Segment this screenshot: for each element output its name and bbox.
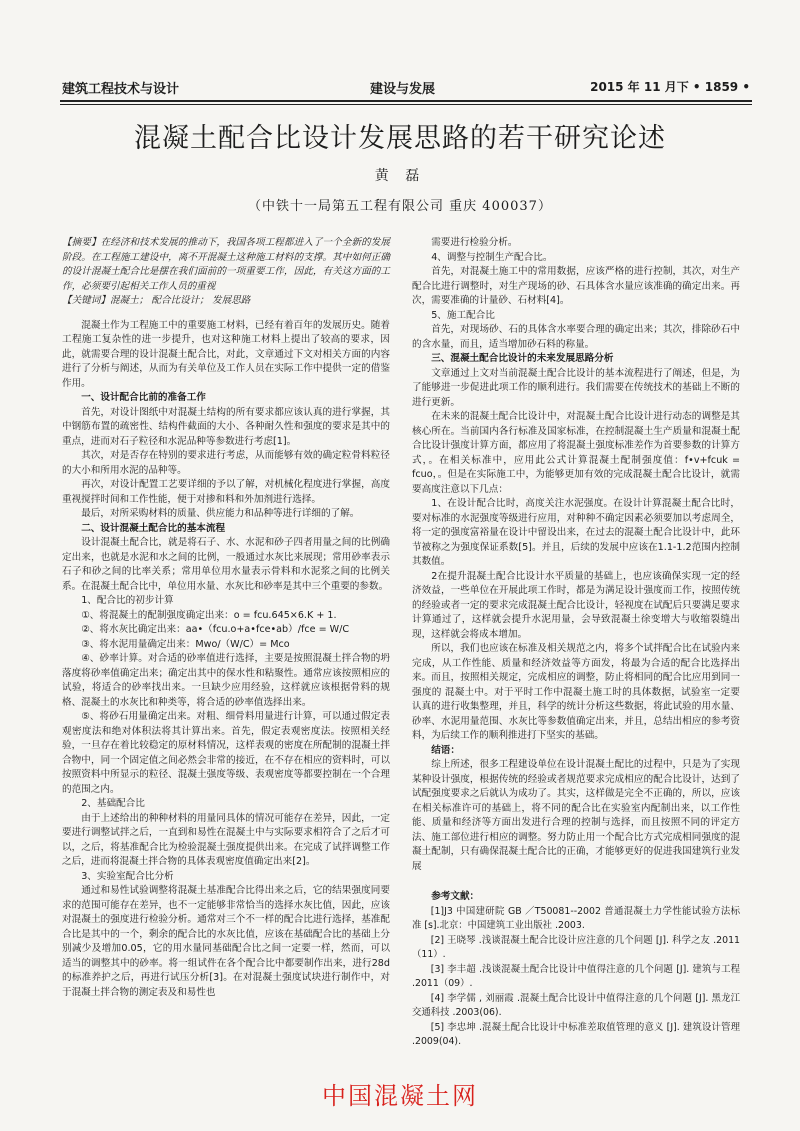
section-heading: 一、设计配合比前的准备工作 [81, 392, 206, 403]
body-paragraph: 最后，对所采购材料的质量、供应能力和品种等进行详细的了解。 [81, 508, 360, 519]
body-paragraph: 通过和易性试验调整将混凝土基准配合比得出来之后，它的结果强度同要求的范围可能存在差异，也不一定能够非常恰当的选择水灰比值，因此，应该对混凝土的强度进行检验分析。通常对三个不一样的配合比进行选择，基准配合比是其中的一个，剩余的配合比的水灰比值，应该在基础配合比的基础上分别减少及增加0.05，它的用水量同基础配合比之间一定要一样，然而，可以适当的调整其中的砂率。将一组试件在各个配合比中都要制作出来，进行28d的标准养护之后，再进行试压分析[3]。在对混凝土强度试块进行制作中，对于混凝土拌合物的测定表及和易性也 [62, 885, 390, 998]
body-paragraph: 5、施工配合比 [431, 309, 495, 321]
reference-item: [4] 李学儒 , 刘丽霞 .混凝土配合比设计中值得注意的几个问题 [J]. 黑龙江交通科技 .2003(06). [412, 992, 740, 1018]
article-author: 黄 磊 [374, 168, 426, 184]
header-rule-thin [60, 104, 752, 105]
running-header [62, 78, 750, 100]
body-paragraph: ⑤、将砂石用量确定出来。对粗、细骨料用量进行计算，可以通过假定表观密度法和绝对体积法将其计算出来。首先，假定表观密度法。按照相关经验，一旦存在着比较稳定的原材料情况，这样表观的密度在所配制的混凝土拌合物中，同一个固定值之间必然会非常的接近，在不存在相应的资料时，可以按照资料中所显示的粒径、混凝土强度等级、表观密度等都要控制在一个合理的范围之内。 [62, 711, 390, 795]
section-heading: 结语： [431, 744, 460, 756]
journal-name: 建筑工程技术与设计 [62, 82, 180, 97]
body-paragraph: ③、将水泥用量确定出来：Mwo/（W/C）= Mco [81, 638, 290, 650]
section-heading: 二、设计混凝土配合比的基本流程 [81, 522, 226, 534]
body-paragraph: 首先，对现场砂、石的具体含水率要合理的确定出来；其次，排除砂石中的含水量，而且，适当增加砂石料的称量。 [412, 324, 740, 350]
left-column [62, 236, 390, 1000]
body-paragraph: 设计混凝土配合比，就是将石子、水、水泥和砂子四者用量之间的比例确定出来，也就是水泥和水之间的比例，一般通过水灰比来展现；常用砂率表示石子和砂之间的比率关系；常用单位用水量表示骨料和水泥浆之间的比例关系。在混凝土配合比中，单位用水量、水灰比和砂率是其中三个重要的参数。 [62, 537, 390, 592]
body-paragraph: ①、将混凝土的配制强度确定出来：o = fcu.645×6.K + 1. [81, 609, 337, 621]
body-paragraph: 需要进行检验分析。 [431, 237, 518, 248]
body-paragraph: 1、在设计配合比时，高度关注水泥强度。在设计计算混凝土配合比时，要对标准的水泥强度等级进行应用，对种种不确定因素必须要加以考虑周全，将一定的强度富裕量在设计中留设出来，在过去的混凝土配合比设计中，此环节被称之为强度保证系数[5]。并且，后续的发展中应该在1.1-1.2范围内控制其数值。 [412, 498, 740, 567]
article-title: 混凝土配合比设计发展思路的若干研究论述 [134, 123, 666, 154]
abstract-text: 【摘要】在经济和技术发展的推动下，我国各项工程都进入了一个全新的发展阶段。在工程施工建设中，离不开混凝土这种施工材料的支撑。其中如何正确的设计混凝土配合比是摆在我们面前的一项重要工作，因此，有关这方面的工作，必须要引起相关工作人员的重视 [62, 237, 390, 292]
body-paragraph: 由于上述给出的种种材料的用量同具体的情况可能存在差异，因此，一定要进行调整试拌之后，一直到和易性在混凝土中与实际要求相符合了之后才可以，之后，将基准配合比为检验混凝土强度提供出来。在完成了试拌调整工作之后，进而将混凝土拌合物的具体表观密度值确定出来[2]。 [62, 812, 390, 867]
site-watermark: 中国混凝土网 [322, 1082, 478, 1110]
reference-item: [5] 李忠坤 .混凝土配合比设计中标准差取值管理的意义 [J]. 建筑设计管理 .2009(04). [412, 1021, 740, 1047]
body-paragraph: 首先，对混凝土施工中的常用数据，应该严格的进行控制，其次，对生产配合比进行调整时，对生产现场的砂、石具体含水量应该准确的确定出来。再次，需要准确的计量砂、石材料[4]。 [412, 266, 740, 306]
body-paragraph: 2、基础配合比 [81, 798, 145, 809]
right-column [412, 236, 740, 1050]
body-paragraph: 综上所述，很多工程建设单位在设计混凝土配比的过程中，只是为了实现某种设计强度，根据传统的经验或者规范要求完成相应的配合比设计，达到了试配强度要求之后就认为成功了。其实，这样做是完全不正确的，所以，应该在相关标准许可的基础上，将不同的配合比在实验室内配制出来，以工作性能、质量和经济等方面出发进行合理的控制与选择，而且按照不同的评定方法、施工部位进行相应的调整。努力防止用一个配合比方式完成相同强度的混凝土配制，只有确保混凝土配合比的正确，才能够更好的促进我国建筑行业发展 [412, 759, 740, 872]
body-paragraph: 1、配合比的初步计算 [81, 595, 174, 606]
spacer [62, 309, 390, 319]
references-heading: 参考文献： [431, 891, 480, 902]
body-paragraph: 再次，对设计配置工艺要详细的予以了解，对机械化程度进行掌握，高度重视搅拌时间和工作性能，便于对掺和料和外加剂进行选择。 [62, 479, 390, 505]
body-paragraph: 文章通过上文对当前混凝土配合比设计的基本流程进行了阐述，但是，为了能够进一步促进此项工作的顺利进行。我们需要在传统技术的基础上不断的进行更新。 [412, 367, 740, 408]
author-affiliation: （中铁十一局第五工程有限公司 重庆 400037） [248, 199, 552, 214]
body-paragraph: 4、调整与控制生产配合比。 [431, 251, 553, 263]
header-rule-thick [60, 100, 752, 102]
abstract-text: 【关键词】混凝土； 配合比设计； 发展思路 [62, 295, 251, 306]
reference-item: [2] 王晓琴 .浅谈混凝土配合比设计应注意的几个问题 [J]. 科学之友 .2011（11）. [412, 934, 740, 960]
body-paragraph: 其次，对是否存在特别的要求进行考虑，从而能够有效的确定粒骨料粒径的大小和所用水泥的品种等。 [62, 450, 390, 476]
issue-page: 2015 年 11 月下 • 1859 • [590, 80, 750, 94]
body-paragraph: 2在提升混凝土配合比设计水平质量的基础上，也应该确保实现一定的经济效益，一些单位在开展此项工作时，都是为满足设计强度而工作，按照传统的经验或者一定的要求完成混凝土配合比设计，轻视度在试配后只要满足要求计算通过了，这样就会提升水泥用量，会导致混凝土徐变增大与收缩裂缝出现，这样就会将成本增加。 [412, 570, 740, 640]
body-paragraph: 3、实验室配合比分析 [81, 870, 174, 882]
body-paragraph: 所以，我们也应该在标准及相关规范之内，将多个试拌配合比在试验内来完成，从工作性能、质量和经济效益等方面发，将最为合适的配合比选择出来。而且，按照相关规定，完成相应的调整，防止将相同的配合比应用到同一强度的 混凝土中。对于平时工作中混凝土施工时的具体数据，试验室一定要认真的进行收集整理，并且，科学的统计分析这些数据，将此试验的用水量、砂率、水泥用量范围、水灰比等参数值确定出来，并且，总结出相应的参考资料，为后续工作的顺利推进打下坚实的基础。 [412, 643, 740, 741]
body-paragraph: 首先，对设计图纸中对混凝土结构的所有要求都应该认真的进行掌握，其中钢筋布置的疏密性、结构件截面的大小、各种耐久性和强度的要求是其中的重点，进而对石子粒径和水泥品种等参数进行考虑[1]。 [62, 406, 390, 447]
reference-item: [3] 李丰超 .浅谈混凝土配合比设计中值得注意的几个问题 [J]. 建筑与工程 .2011（09）. [412, 963, 740, 989]
body-paragraph: 在未来的混凝土配合比设计中，对混凝土配合比设计进行动态的调整是其核心所在。当前国内各行标准及国家标准，在控制混凝土生产质量和混凝土配合比设计强度计算方面，都应用了将混凝土强度标准差作为首要参数的计算方式，。在相关标准中，应用此公式计算混凝土配制强度值：f•v+fcuk = fcuo，。但是在实际施工中，为能够更加有效的完成混凝土配合比设计，就需要高度注意以下几点： [412, 411, 740, 495]
body-paragraph: ④、砂率计算。对合适的砂率值进行选择，主要是按照混凝土拌合物的坍落度将砂率值确定出来；确定出其中的保水性和粘聚性。通常应该按照相应的试验，将适合的砂率找出来。一旦缺少应用经验，这样就应该根据骨料的规格、混凝土的水灰比和种类等，将合适的砂率值选择出来。 [62, 653, 390, 708]
section-name: 建设与发展 [370, 82, 436, 97]
section-heading: 三、混凝土配合比设计的未来发展思路分析 [431, 353, 614, 364]
body-paragraph: ②、将水灰比确定出来：aa•（fcu.o+a•fce•ab）/fce = W/C [81, 624, 350, 635]
spacer [412, 874, 740, 884]
reference-item: [1]J3 中国建研院 GB ／T50081--2002 普通混凝土力学性能试验方法标准 [s].北京：中国建筑工业出版社 .2003. [412, 905, 740, 931]
body-paragraph: 混凝土作为工程施工中的重要施工材料，已经有着百年的发展历史。随着工程施工复杂性的进一步提升，也对这种施工材料上提出了较高的要求，因此，就需要合理的设计混凝土配合比，对此，文章通过下文对相关方面的内容进行了分析与阐述，从而为有关单位及工作人员在实际工作中提供一定的借鉴作用。 [62, 319, 390, 389]
